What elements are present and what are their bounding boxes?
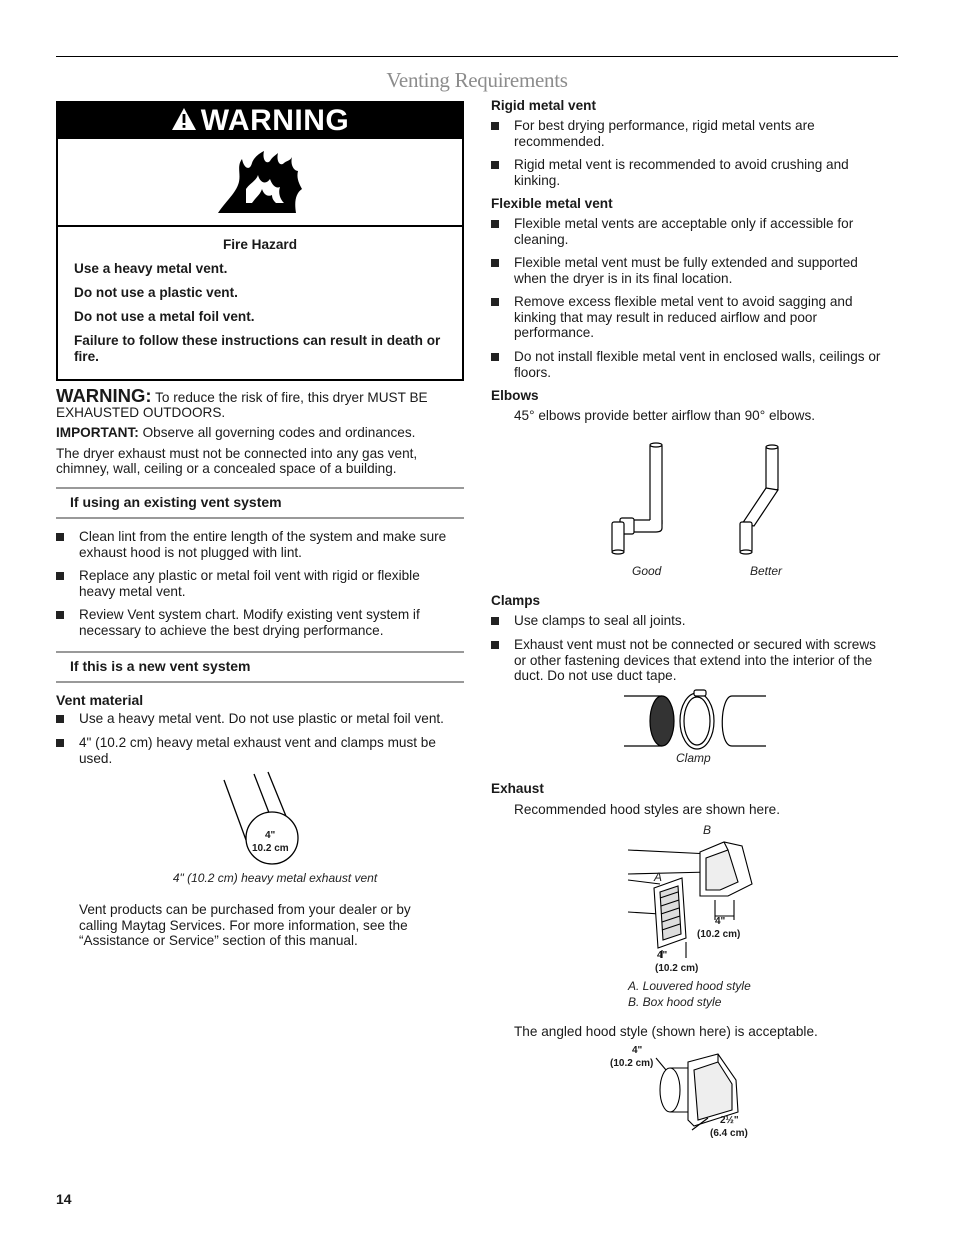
warning-paragraph — [56, 385, 466, 406]
existing-vent-heading: If using an existing vent system — [56, 487, 464, 519]
rigid-heading: Rigid metal vent — [491, 98, 596, 113]
angled-text: The angled hood style (shown here) is acceptable. — [514, 1024, 818, 1039]
warning-word: WARNING: — [56, 385, 152, 406]
hood-dim-cm: (10.2 cm) — [697, 929, 741, 940]
warning-text-2: EXHAUSTED OUTDOORS. — [56, 405, 226, 420]
page-number: 14 — [56, 1191, 72, 1207]
exhaust-heading: Exhaust — [491, 781, 544, 796]
hazard-title: Fire Hazard — [222, 237, 298, 252]
warning-line: Do not use a plastic vent. — [74, 285, 238, 300]
clamps-heading: Clamps — [491, 593, 541, 608]
warning-text — [58, 229, 462, 373]
angled-dim2-cm: (6.4 cm) — [710, 1128, 748, 1139]
hood-dim-in: 4" — [657, 950, 668, 961]
vent-dimension-in: 4" — [265, 830, 276, 841]
exhaust-text: Recommended hood styles are shown here. — [514, 802, 780, 817]
warning-line: Use a heavy metal vent. — [74, 261, 228, 276]
products-line: “Assistance or Service” section of this manual. — [79, 933, 358, 948]
clamp-caption: Clamp — [676, 751, 711, 765]
hood-label-b: B — [703, 823, 712, 837]
clamp-illustration — [622, 688, 768, 752]
hood-dim-in: 4" — [715, 916, 726, 927]
elbow-good-label: Good — [632, 564, 662, 578]
flex-heading: Flexible metal vent — [491, 196, 613, 211]
angled-dim2-in: 2½" — [720, 1115, 739, 1126]
vent-caption: 4" (10.2 cm) heavy metal exhaust vent — [172, 871, 378, 885]
warning-header — [58, 103, 462, 139]
elbows-illustration — [600, 440, 790, 560]
vent-material-heading: Vent material — [56, 692, 144, 708]
hood-label-a: A — [654, 870, 663, 884]
hood-caption-a: A. Louvered hood style — [628, 979, 751, 993]
products-line: calling Maytag Services. For more information, see the — [79, 918, 408, 933]
angled-dim1-cm: (10.2 cm) — [610, 1058, 654, 1069]
hood-caption-b: B. Box hood style — [628, 995, 722, 1009]
hood-styles-illustration — [620, 838, 760, 958]
page-title: Venting Requirements — [386, 68, 568, 92]
warning-text-1: To reduce the risk of fire, this dryer MUST BE — [155, 390, 428, 405]
angled-dim1-in: 4" — [632, 1045, 643, 1056]
important-text: Observe all governing codes and ordinances. — [142, 425, 416, 440]
new-vent-heading: If this is a new vent system — [56, 651, 464, 683]
hood-dim-cm: (10.2 cm) — [655, 963, 699, 974]
elbows-heading: Elbows — [491, 388, 539, 403]
flame-area — [58, 139, 462, 227]
exhaust-line: chimney, wall, ceiling or a concealed space of a building. — [56, 461, 397, 476]
warning-triangle-icon — [171, 104, 197, 140]
vent-dimension-cm: 10.2 cm — [252, 843, 289, 854]
fire-icon — [216, 149, 306, 215]
elbow-better-label: Better — [750, 564, 783, 578]
warning-box — [56, 101, 464, 381]
products-line: Vent products can be purchased from your dealer or by — [79, 902, 411, 917]
important-label: IMPORTANT: — [56, 425, 139, 440]
warning-line: Do not use a metal foil vent. — [74, 309, 255, 324]
exhaust-line: The dryer exhaust must not be connected into any gas vent, — [56, 446, 418, 461]
warning-line: Failure to follow these instructions can result in death or fire. — [74, 333, 441, 364]
top-rule — [56, 56, 898, 57]
important-paragraph — [56, 425, 466, 441]
elbows-text: 45° elbows provide better airflow than 90° elbows. — [514, 408, 816, 423]
warning-header-text: WARNING — [200, 104, 350, 137]
